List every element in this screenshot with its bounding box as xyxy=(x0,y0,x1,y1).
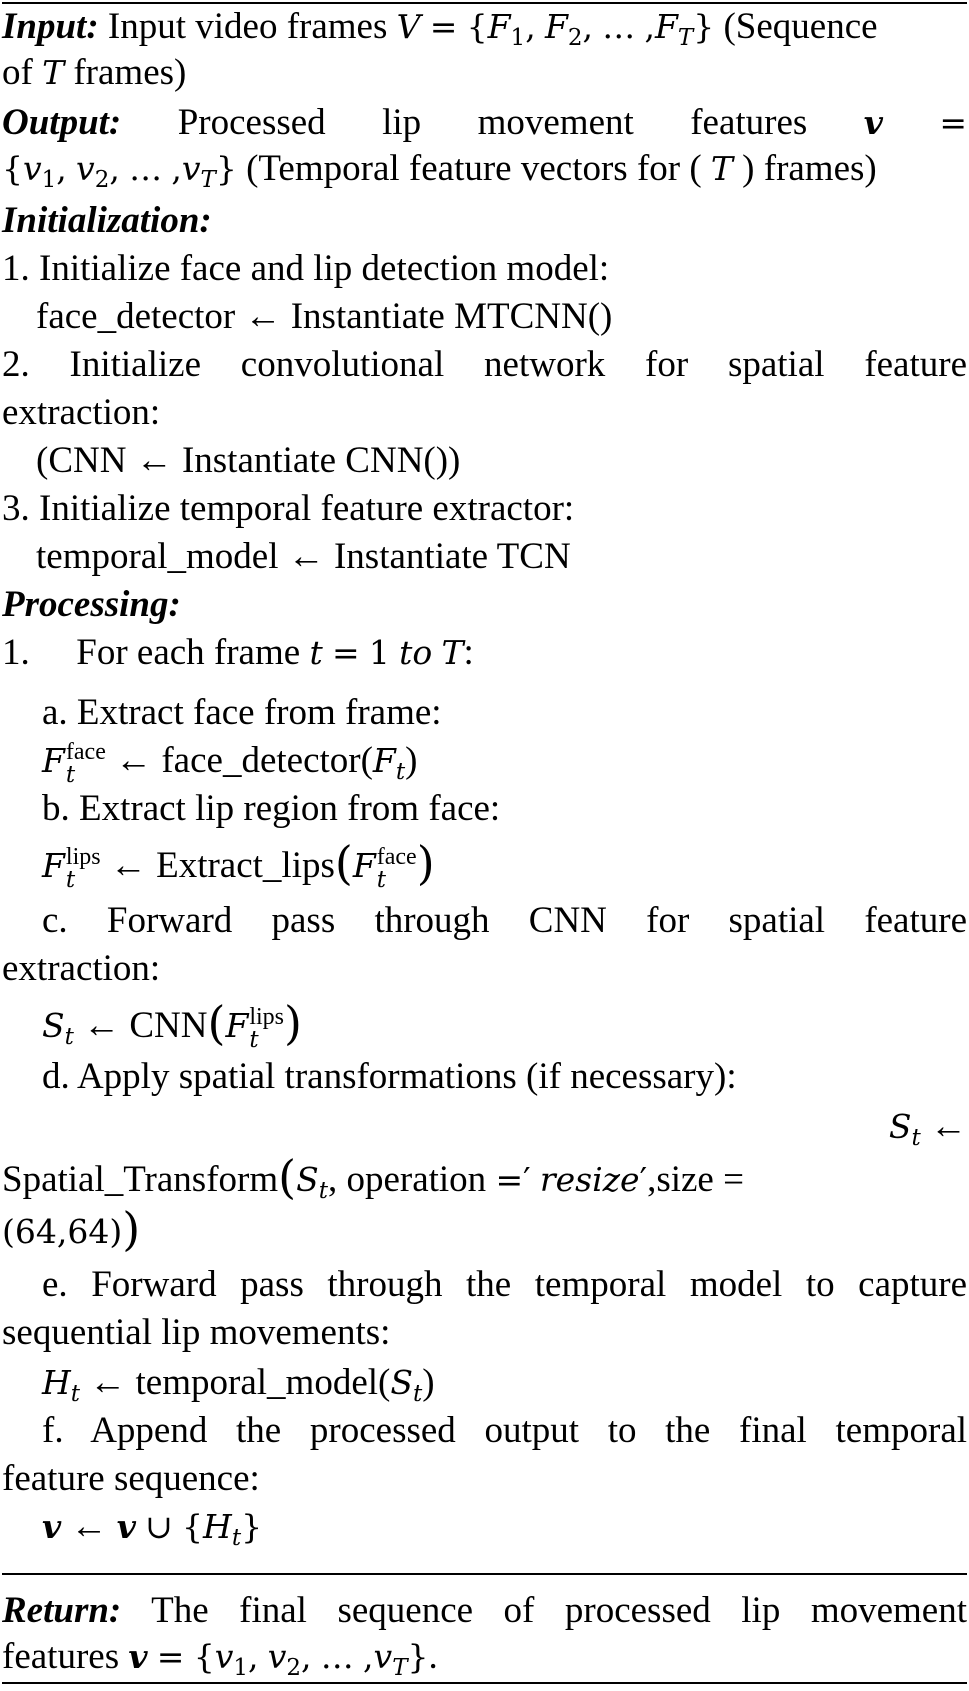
step-f-cont: feature sequence: xyxy=(2,1458,260,1499)
return-rule xyxy=(2,1573,967,1575)
init-step-3-code: temporal_model ← Instantiate TCN xyxy=(36,536,571,577)
init-label: Initialization: xyxy=(2,200,212,241)
step-d-formula-2: (64,64)) xyxy=(2,1202,141,1256)
output-line: Output: Processed lip movement features v = xyxy=(2,102,968,143)
bottom-rule xyxy=(2,1682,967,1684)
step-c-cont: extraction: xyxy=(2,948,161,989)
processing-label: Processing: xyxy=(2,584,181,625)
step-a: a. Extract face from frame: xyxy=(42,692,442,733)
init-step-2-cont: extraction: xyxy=(2,392,161,433)
step-a-formula: F face t ← $face\_detector(F_t)$ xyxy=(42,738,418,788)
input-line-2: of T frames) xyxy=(2,52,187,93)
step-d: d. Apply spatial transformations (if necessary): xyxy=(42,1056,737,1097)
init-step-2-code: (CNN ← Instantiate CNN()) xyxy=(36,440,461,481)
step-f: f. Append the processed output to the final temporal xyxy=(42,1410,968,1451)
return-line: Return: The final sequence of processed lip movement xyxy=(2,1590,968,1631)
input-label: Input: xyxy=(2,6,99,47)
step-d-formula: $Spatial\_Transform(S_t$, operation =′ resize′,size = xyxy=(2,1150,744,1204)
input-line: Input: Input video frames $V = \{F_1$, $F_2$, … $,F_T$} (Sequence xyxy=(2,6,878,51)
return-line-2: features $v = \{v_1$, $v_2$, … $,v_T$}. xyxy=(2,1636,438,1681)
step-b: b. Extract lip region from face: xyxy=(42,788,501,829)
return-label: Return: xyxy=(2,1590,122,1631)
init-step-2: 2. Initialize convolutional network for spatial feature xyxy=(2,344,968,385)
output-line-2: {$v_1$, $v_2$, … $,v_T$} (Temporal feature vectors for ( T ) frames) xyxy=(2,148,877,193)
output-label: Output: xyxy=(2,102,122,143)
init-step-1: 1. Initialize face and lip detection model: xyxy=(2,248,610,289)
step-f-formula: v ← v ∪ $\{H_t\}$ xyxy=(42,1506,263,1551)
step-c: c. Forward pass through CNN for spatial feature xyxy=(42,900,968,941)
init-step-1-code: face_detector ← Instantiate MTCNN() xyxy=(36,296,613,337)
step-e: e. Forward pass through the temporal model to capture xyxy=(42,1264,968,1305)
step-d-assign: $S_t$ ← xyxy=(888,1106,967,1151)
step-e-cont: sequential lip movements: xyxy=(2,1312,391,1353)
loop-line: 1. For each frame t = 1 to T: xyxy=(2,632,474,673)
step-b-formula: F lips t ← Extract_lips(F face t ) xyxy=(42,836,435,893)
step-e-formula: $H_t$ ← $temporal\_model(S_t)$ xyxy=(42,1362,435,1407)
init-step-3: 3. Initialize temporal feature extractor: xyxy=(2,488,575,529)
step-c-formula: $S_t$ ← CNN(F lips t ) xyxy=(42,996,302,1053)
